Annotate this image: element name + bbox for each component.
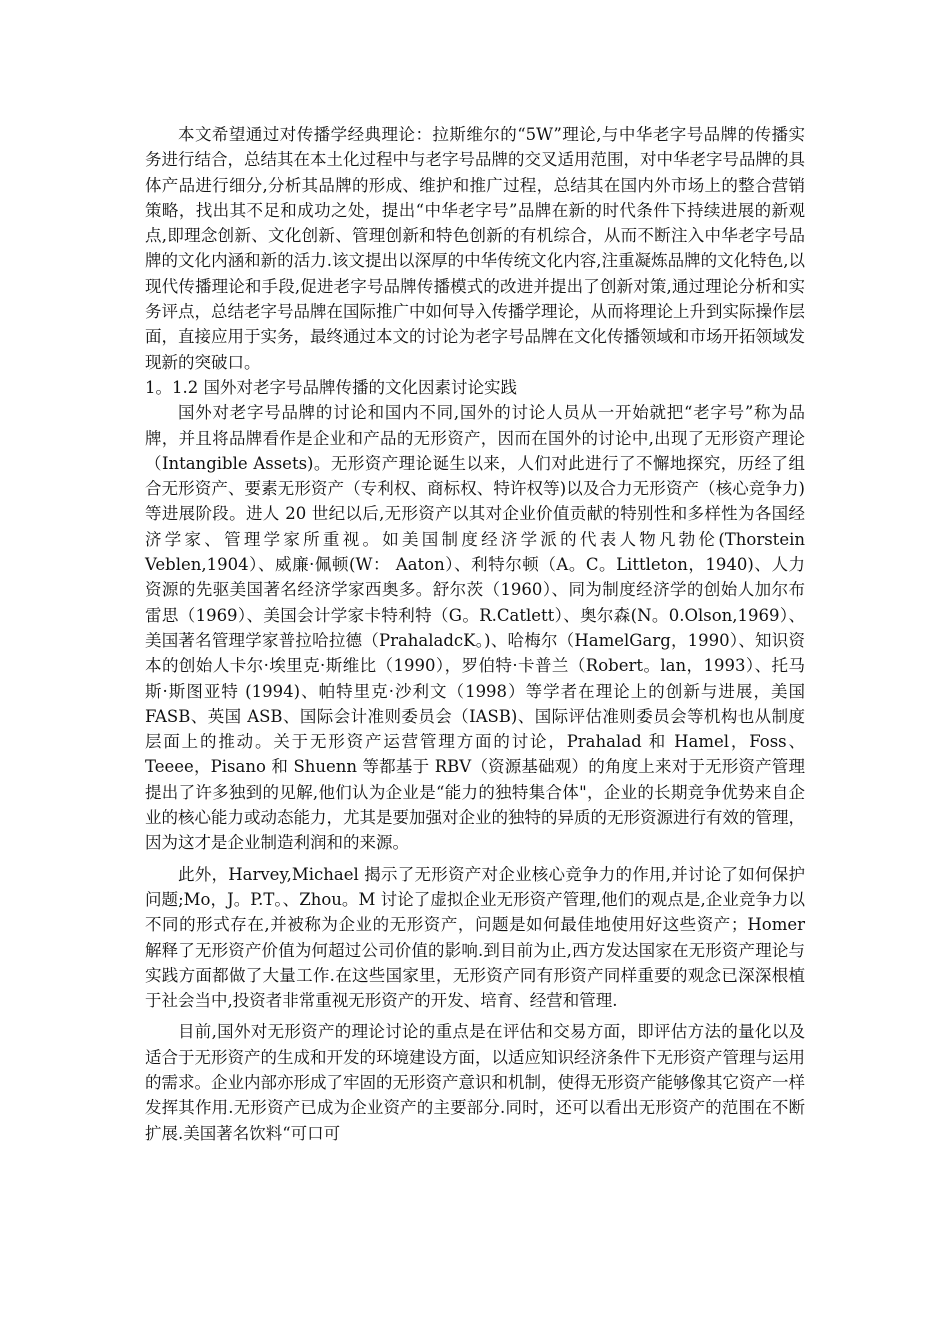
paragraph-current-focus: 目前,国外对无形资产的理论讨论的重点是在评估和交易方面，即评估方法的量化以及适合于无形资产的生成和开发的环境建设方面，以适应知识经济条件下无形资产管理与运用的需求。企业内部亦形成了牢固的无形资产意识和机制，使得无形资产能够像其它资产一样发挥其作用.无形资产已成为企业资产的主要部分.同时，还可以看出无形资产的范围在不断扩展.美国著名饮料“可口可 bbox=[145, 1022, 805, 1143]
paragraph-additional-studies: 此外，Harvey,Michael 揭示了无形资产对企业核心竞争力的作用,并讨论了如何保护问题;Mo，J。P.T。、Zhou。M 讨论了虚拟企业无形资产管理,他们的观点是,企业竞争力以不同的形式存在,并被称为企业的无形资产，问题是如何最佳地使用好这些资产；Homer 解释了无形资产价值为何超过公司价值的影响.到目前为止,西方发达国家在无形资产理论与实践方面都做了大量工作.在这些国家里，无形资产同有形资产同样重要的观念已深深根植于社会当中,投资者非常重视无形资产的开发、培育、经营和管理. bbox=[145, 864, 805, 1011]
document-body bbox=[145, 122, 805, 1146]
section-heading: 1。1.2 国外对老字号品牌传播的文化因素讨论实践 bbox=[145, 377, 517, 397]
paragraph-intro: 本文希望通过对传播学经典理论：拉斯维尔的“5W”理论,与中华老字号品牌的传播实务进行结合，总结其在本土化过程中与老字号品牌的交叉适用范围，对中华老字号品牌的具体产品进行细分,分析其品牌的形成、维护和推广过程，总结其在国内外市场上的整合营销策略，找出其不足和成功之处，提出“中华老字号”品牌在新的时代条件下持续进展的新观点,即理念创新、文化创新、管理创新和特色创新的有机综合，从而不断注入中华老字号品牌的文化内涵和新的活力.该文提出以深厚的中华传统文化内容,注重凝炼品牌的文化特色,以现代传播理论和手段,促进老字号品牌传播模式的改进并提出了创新对策,通过理论分析和实务评点，总结老字号品牌在国际推广中如何导入传播学理论，从而将理论上升到实际操作层面，直接应用于实务，最终通过本文的讨论为老字号品牌在文化传播领域和市场开拓领域发现新的突破口。 bbox=[145, 125, 805, 372]
paragraph-foreign-research: 国外对老字号品牌的讨论和国内不同,国外的讨论人员从一开始就把“老字号”称为品牌，并且将品牌看作是企业和产品的无形资产，因而在国外的讨论中,出现了无形资产理论（Intangible Assets)。无形资产理论诞生以来，人们对此进行了不懈地探究，历经了组合无形资产、要素无形资产（专利权、商标权、特许权等)以及合力无形资产（核心竞争力)等进展阶段。进人 20 世纪以后,无形资产以其对企业价值贡献的特别性和多样性为各国经济学家、管理学家所重视。如美国制度经济学派的代表人物凡勃伦(Thorstein Veblen,1904）、威廉·佩顿(W： Aaton）、利特尔顿（A。C。Littleton，1940)、人力资源的先驱美国著名经济学家西奥多。舒尔茨（1960）、同为制度经济学的创始人加尔布雷思（1969）、美国会计学家卡特利特（G。R.Catlett）、奥尔森(N。0.Olson,1969）、美国著名管理学家普拉哈拉德（PrahaladcK。)、哈梅尔（HamelGarg，1990）、知识资本的创始人卡尔·埃里克·斯维比（1990），罗伯特·卡普兰（Robert。lan，1993）、托马斯·斯图亚特 (1994)、帕特里克·沙利文（1998）等学者在理论上的创新与进展，美国 FASB、英国 ASB、国际会计准则委员会（IASB)、国际评估准则委员会等机构也从制度层面上的推动。关于无形资产运营管理方面的讨论，Prahalad 和 Hamel，Foss、Teeee，Pisano 和 Shuenn 等都基于 RBV（资源基础观）的角度上来对于无形资产管理提出了许多独到的见解,他们认为企业是“能力的独特集合体"，企业的长期竞争优势来自企业的核心能力或动态能力，尤其是要加强对企业的独特的异质的无形资源进行有效的管理，因为这才是企业制造利润和的来源。 bbox=[145, 403, 805, 853]
